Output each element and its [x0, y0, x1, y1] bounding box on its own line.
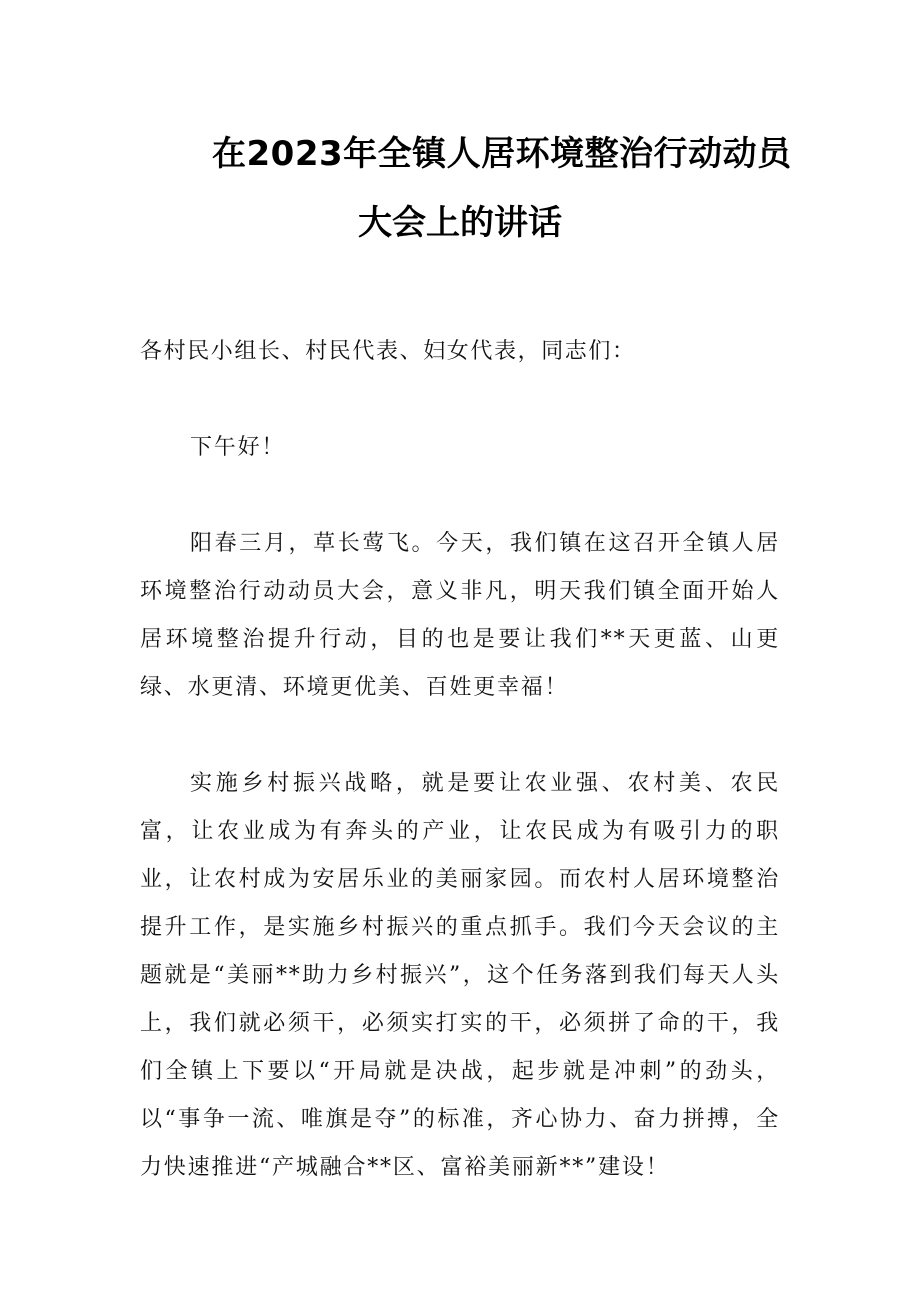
greeting-paragraph: 下午好！	[190, 435, 286, 460]
body-paragraph-2: 实施乡村振兴战略，就是要让农业强、农村美、农民富，让农业成为有奔头的产业，让农民成为有吸引力的职业，让农村成为安居乐业的美丽家园。而农村人居环境整治提升工作，是实施乡村振兴的重点抓手。我们今天会议的主题就是“美丽**助力乡村振兴”，这个任务落到我们每天人头上，我们就必须干，必须实打实的干，必须拼了命的干，我们全镇上下要以“开局就是决战，起步就是冲刺”的劲头，以“事争一流、唯旗是夺”的标准，齐心协力、奋力拼搏，全力快速推进“产城融合**区、富裕美丽新**”建设！	[140, 771, 780, 1180]
document-title-line-2: 大会上的讲话	[358, 203, 562, 243]
body-paragraph-1: 阳春三月，草长莺飞。今天，我们镇在这召开全镇人居环境整治行动动员大会，意义非凡，明天我们镇全面开始人居环境整治提升行动，目的也是要让我们**天更蓝、山更绿、水更清、环境更优美、百姓更幸福！	[140, 531, 780, 700]
salutation: 各村民小组长、村民代表、妇女代表，同志们：	[140, 339, 636, 364]
document-title-line-1: 在2023年全镇人居环境整治行动动员	[212, 134, 792, 174]
